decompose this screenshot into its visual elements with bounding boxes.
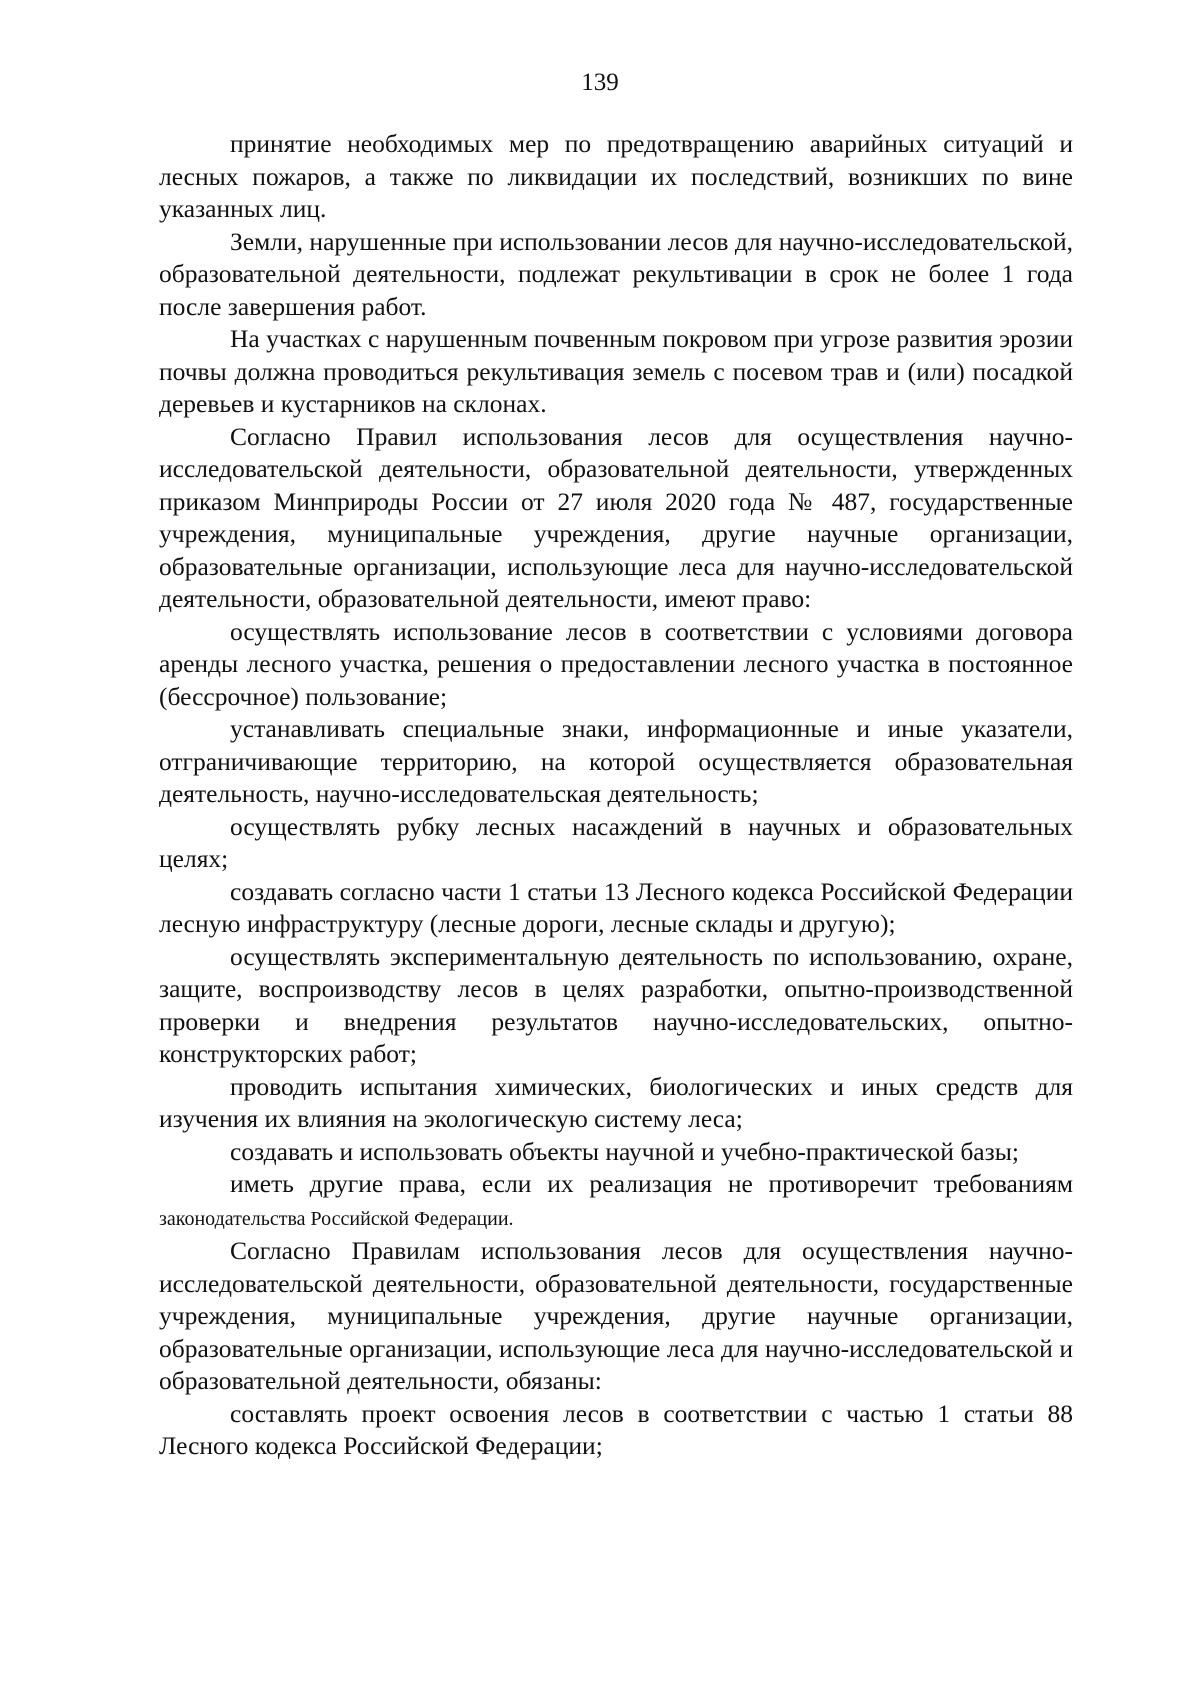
list-item-infrastructure: создавать согласно части 1 статьи 13 Лесного кодекса Российской Федерации лесную инфраструктуру (лесные дороги, лесные склады и другую);	[159, 876, 1073, 938]
other-rights-small-text: законодательства Российской Федерации.	[159, 1207, 514, 1230]
list-item-logging: осуществлять рубку лесных насаждений в научных и образовательных целях;	[159, 811, 1073, 873]
page-number: 139	[581, 69, 619, 96]
paragraph-obligations-intro: Согласно Правилам использования лесов для осуществления научно-исследовательской деятельности, образовательной деятельности, государственные учреждения, муниципальные учреждения, другие научные организации, образовательные организации, использующие леса для научно-исследовательской и образовательной деятельности, обязаны:	[159, 1236, 1073, 1395]
paragraph-erosion-reclamation: На участках с нарушенным почвенным покровом при угрозе развития эрозии почвы должна проводиться рекультивация земель с посевом трав и (или) посадкой деревьев и кустарников на склонах.	[159, 324, 1073, 418]
paragraph-rights-intro: Согласно Правил использования лесов для осуществления научно-исследовательской деятельности, образовательной деятельности, утвержденных приказом Минприроды России от 27 июля 2020 года № 487, государственные учреждения, муниципальные учреждения, другие научные организации, образовательные организации, использующие леса для научно-исследовательской деятельности, образовательной деятельности, имеют право:	[159, 421, 1073, 613]
list-item-experimental-activity: осуществлять экспериментальную деятельность по использованию, охране, защите, воспроизводству лесов в целях разработки, опытно-производственной проверки и внедрения результатов научно-исследовательских, опытно-конструкторских работ;	[159, 941, 1073, 1068]
list-item-other-rights	[159, 1168, 1073, 1235]
list-item-signs: устанавливать специальные знаки, информационные и иные указатели, отграничивающие территорию, на которой осуществляется образовательная деятельность, научно-исследовательская деятельность;	[159, 714, 1073, 808]
paragraph-accident-prevention: принятие необходимых мер по предотвращению аварийных ситуаций и лесных пожаров, а также по ликвидации их последствий, возникших по вине указанных лиц.	[159, 129, 1073, 223]
list-item-development-project: составлять проект освоения лесов в соответствии с частью 1 статьи 88 Лесного кодекса Российской Федерации;	[159, 1398, 1073, 1460]
list-item-forest-use: осуществлять использование лесов в соответствии с условиями договора аренды лесного участка, решения о предоставлении лесного участка в постоянное (бессрочное) пользование;	[159, 616, 1073, 711]
list-item-testing: проводить испытания химических, биологических и иных средств для изучения их влияния на экологическую систему леса;	[159, 1071, 1073, 1133]
other-rights-text: иметь другие права, если их реализация не противоречит требованиям	[230, 1169, 1073, 1198]
list-item-research-base: создавать и использовать объекты научной и учебно-практической базы;	[230, 1136, 1019, 1166]
paragraph-land-reclamation: Земли, нарушенные при использовании лесов для научно-исследовательской, образовательной деятельности, подлежат рекультивации в срок не более 1 года после завершения работ.	[159, 226, 1073, 321]
document-body	[159, 128, 1073, 1463]
